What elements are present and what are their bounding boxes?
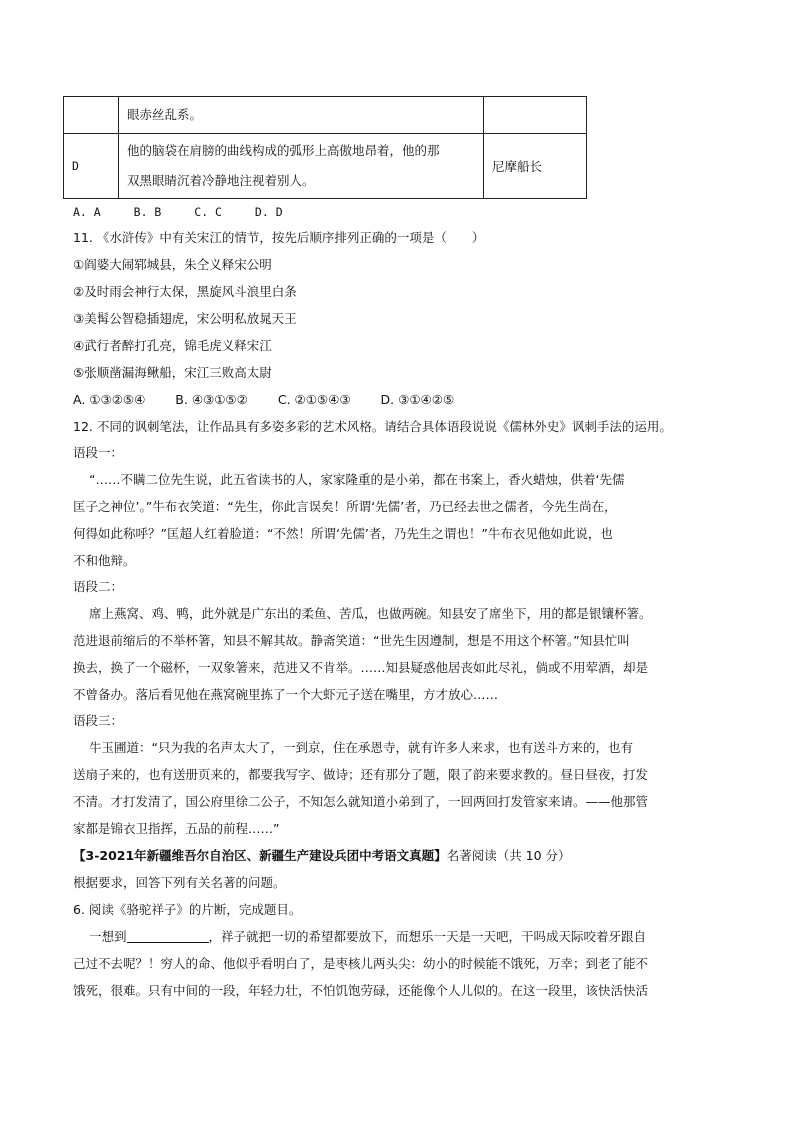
option: C. ②①⑤④③ [277,392,351,407]
passage-line: “……不瞒二位先生说，此五省读书的人，家家隆重的是小弟，都在书案上，香火蜡烛，供着‘先儒 [89,472,625,487]
table-row [64,134,587,199]
passage-line: 不和他辩。 [73,553,136,568]
passage-line: 送扇子来的，也有送册页来的，都要我写字、做诗；还有那分了题，限了韵来要求教的。昼日昼夜，打发 [73,767,649,782]
passage-line: 换去，换了一个磁杯，一双象箸来，范进又不肯举。……知县疑惑他居丧如此尽礼，倘或不用荤酒，却是 [73,660,649,675]
q11-stem: 11. 《水浒传》中有关宋江的情节，按先后顺序排列正确的一项是（ ） [73,230,485,245]
q11-item: ⑤张顺凿漏海鳅船，宋江三败高太尉 [73,365,272,380]
passage-line [89,927,646,947]
option: D. ③①④②⑤ [380,392,455,407]
passage-line: 范进退前缩后的不举杯箸，知县不解其故。静斋笑道：“世先生因遵制，想是不用这个杯箸。”知县忙叫 [73,633,630,648]
table-row [64,97,587,134]
passage-line: 牛玉圃道：“只为我的名声太大了，一到京，住在承恩寺，就有许多人来求，也有送斗方来的，也有 [89,740,633,755]
q11-options [73,390,480,410]
table-cell-label: D [64,134,119,199]
q10-options [73,202,309,222]
fill-blank[interactable] [127,928,209,943]
option: A. ①③②⑤④ [73,392,146,407]
passage-text: ，祥子就把一切的希望都要放下，而想乐一天是一天吧，干吗成天际咬着牙跟自 [208,929,647,944]
passage-line: 不清。才打发清了，国公府里徐二公子，不知怎么就知道小弟到了，一回两回打发管家来请。——他那管 [73,794,649,809]
passage-line: 饿死，很难。只有中间的一段，年轻力壮，不怕饥饱劳碌，还能像个人儿似的。在这一段里，该快活快活 [73,983,649,998]
option: C. C [194,205,222,219]
q11-item: ②及时雨会神行太保，黑旋风斗浪里白条 [73,284,297,299]
passage-line: 席上燕窝、鸡、鸭，此外就是广东出的柔鱼、苦瓜，也做两碗。知县安了席坐下，用的都是银镶杯箸。 [89,606,652,621]
passage-line: 匡子之神位’。”牛布衣笑道：“先生，你此言误矣！所谓‘先儒’者，乃已经去世之儒者，今先生尚在， [73,499,617,514]
passage-line: 不曾备办。落后看见他在燕窝碗里拣了一个大虾元子送在嘴里，方才放心…… [73,687,499,702]
passage-text: 一想到 [89,929,127,944]
section-instruction: 根据要求，回答下列有关名著的问题。 [73,875,286,890]
option: B. B [133,205,162,219]
q11-item: ①阎婆大闹郓城县，朱仝义释宋公明 [73,257,272,272]
passage-title: 语段二： [73,579,124,594]
options-table [63,96,587,199]
q11-item: ③美髯公智稳插翅虎，宋公明私放晁天王 [73,311,297,326]
table-cell-line: 双黑眼睛沉着冷静地注视着别人。 [127,173,315,188]
q12-stem: 12. 不同的讽刺笔法，让作品具有多姿多彩的艺术风格。请结合具体语段说说《儒林外史》讽刺手法的运用。 [73,419,672,434]
passage-title: 语段三： [73,713,124,728]
passage-title: 语段一： [73,445,124,460]
section-heading-tail: 名著阅读（共 10 分） [446,848,571,863]
section-heading-source: 【3-2021年新疆维吾尔自治区、新疆生产建设兵团中考语文真题】 [73,848,447,863]
option: A. A [73,205,101,219]
passage-line: 家都是锦衣卫指挥，五品的前程……” [73,821,280,836]
table-cell-text [119,134,484,199]
table-cell-answer [484,97,587,134]
q11-item: ④武行者醉打孔亮，锦毛虎义释宋江 [73,338,272,353]
option: B. ④③①⑤② [175,392,248,407]
table-cell-label [64,97,119,134]
passage-line: 己过不去呢？！穷人的命、他似乎看明白了，是枣核儿两头尖：幼小的时候能不饿死，万幸；到老了能不 [73,956,649,971]
table-cell-line: 他的脑袋在肩膀的曲线构成的弧形上高傲地昂着，他的那 [127,143,440,158]
section-heading [73,846,571,866]
passage-line: 何得如此称呼？”匡超人红着脸道：“不然！所谓‘先儒’者，乃先生之谓也！”牛布衣见他如此说，也 [73,526,613,541]
option: D. D [254,205,283,219]
table-cell-text: 眼赤丝乱系。 [119,97,484,134]
q6-stem: 6. 阅读《骆驼祥子》的片断，完成题目。 [73,902,302,917]
table-cell-answer: 尼摩船长 [484,134,587,199]
